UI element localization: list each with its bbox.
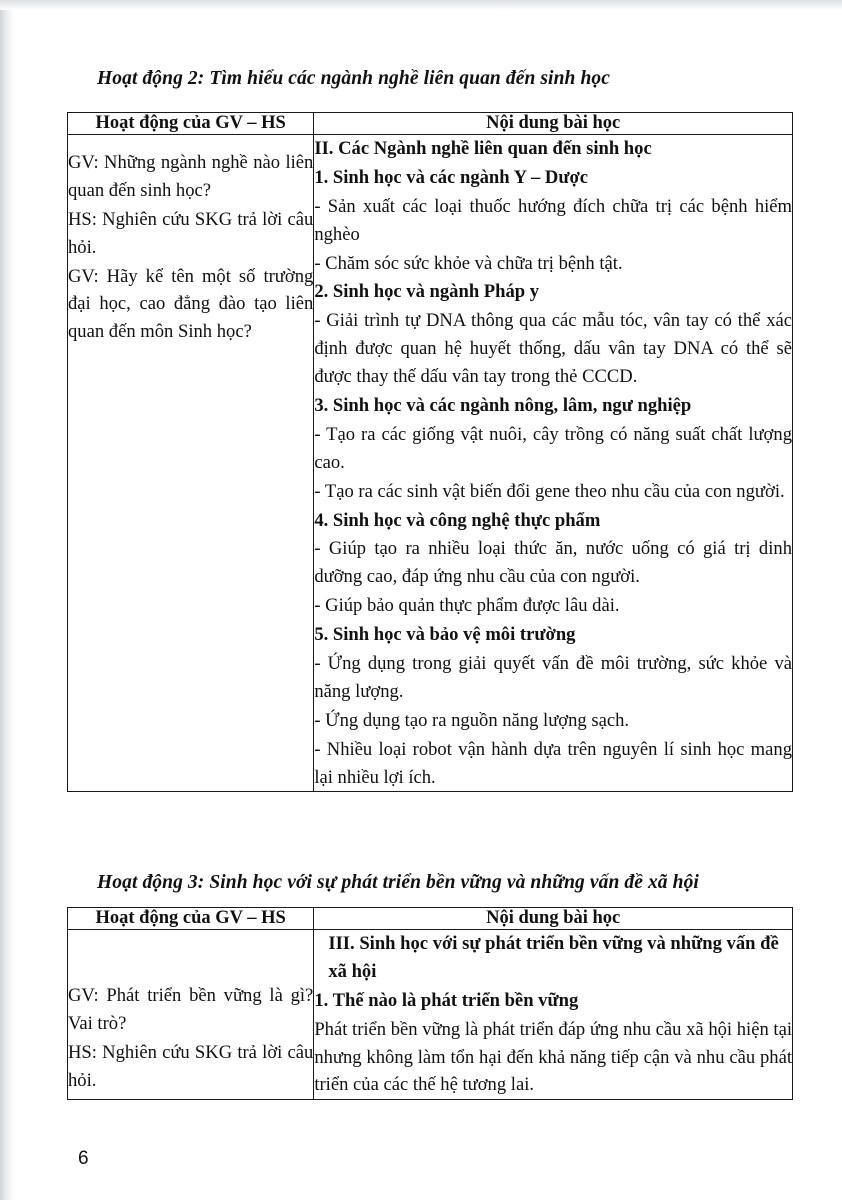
- column-header-teacher-student-activity: Hoạt động của GV – HS: [68, 908, 314, 930]
- content-subsection-heading: 4. Sinh học và công nghệ thực phẩm: [314, 509, 601, 531]
- dialogue-line: HS: Nghiên cứu SKG trả lời câu hỏi.: [68, 208, 314, 258]
- content-subsection-heading: 1. Sinh học và các ngành Y – Dược: [314, 166, 589, 188]
- content-bullet: - Ứng dụng trong giải quyết vấn đề môi trường, sức khỏe và năng lượng.: [314, 653, 792, 702]
- content-section-heading: II. Các Ngành nghề liên quan đến sinh học: [314, 138, 652, 159]
- content-subsection-heading: 3. Sinh học và các ngành nông, lâm, ngư nghiệp: [314, 395, 692, 417]
- activity-2-heading: Hoạt động 2: Tìm hiểu các ngành nghề liên quan đến sinh học: [97, 68, 610, 89]
- table-row: [68, 135, 793, 792]
- content-bullet: - Giúp bảo quản thực phẩm được lâu dài.: [314, 595, 620, 617]
- page-number: 6: [78, 1148, 89, 1169]
- content-section-heading: III. Sinh học với sự phát triển bền vững và những vấn đề xã hội: [328, 933, 779, 982]
- column-header-lesson-content: Nội dung bài học: [314, 113, 793, 135]
- content-bullet: - Tạo ra các sinh vật biến đổi gene theo nhu cầu của con người.: [314, 480, 785, 502]
- content-bullet: - Giúp tạo ra nhiều loại thức ăn, nước uống có giá trị dinh dưỡng cao, đáp ứng nhu cầu của con người.: [314, 538, 792, 588]
- table-header-row: [68, 908, 793, 930]
- content-bullet: - Nhiều loại robot vận hành dựa trên nguyên lí sinh học mang lại nhiều lợi ích.: [314, 738, 792, 788]
- cell-activity-2-right: [314, 135, 793, 792]
- column-header-teacher-student-activity: Hoạt động của GV – HS: [68, 113, 314, 135]
- cell-activity-3-left: [68, 930, 314, 1100]
- content-bullet: - Sản xuất các loại thuốc hướng đích chữa trị các bệnh hiểm nghèo: [314, 195, 792, 245]
- dialogue-line: HS: Nghiên cứu SKG trả lời câu hỏi.: [68, 1041, 314, 1091]
- content-bullet: - Chăm sóc sức khỏe và chữa trị bệnh tật.: [314, 252, 623, 274]
- content-bullet: - Giải trình tự DNA thông qua các mẫu tóc, vân tay có thể xác định được quan hệ huyết thống, dấu vân tay DNA có thể sẽ được thay thế dấu vân tay trong thẻ CCCD.: [314, 310, 792, 388]
- cell-activity-2-left: [68, 135, 314, 792]
- content-subsection-heading: 5. Sinh học và bảo vệ môi trường: [314, 624, 576, 646]
- table-header-row: [68, 113, 793, 135]
- scan-edge-shadow: [0, 0, 14, 1200]
- table-row: [68, 930, 793, 1100]
- column-header-lesson-content: Nội dung bài học: [314, 908, 793, 930]
- activity-3-table: [67, 907, 793, 1100]
- content-subsection-heading: 1. Thế nào là phát triển bền vững: [314, 989, 579, 1011]
- activity-2-table: [67, 112, 793, 792]
- cell-activity-3-right: [314, 930, 793, 1100]
- content-paragraph: Phát triển bền vững là phát triển đáp ứng nhu cầu xã hội hiện tại nhưng không làm tổn hại đến khả năng tiếp cận và nhu cầu phát triển của các thế hệ tương lai.: [314, 1018, 792, 1096]
- scan-edge-shadow-top: [0, 0, 842, 10]
- dialogue-line: GV: Phát triển bền vững là gì? Vai trò?: [68, 985, 314, 1034]
- dialogue-line: GV: Hãy kể tên một số trường đại học, cao đẳng đào tạo liên quan đến môn Sinh học?: [68, 265, 314, 343]
- dialogue-line: GV: Những ngành nghề nào liên quan đến sinh học?: [68, 152, 314, 201]
- content-bullet: - Ứng dụng tạo ra nguồn năng lượng sạch.: [314, 709, 630, 731]
- activity-3-heading: Hoạt động 3: Sinh học với sự phát triển bền vững và những vấn đề xã hội: [97, 872, 699, 893]
- content-subsection-heading: 2. Sinh học và ngành Pháp y: [314, 281, 540, 303]
- content-bullet: - Tạo ra các giống vật nuôi, cây trồng có năng suất chất lượng cao.: [314, 423, 792, 473]
